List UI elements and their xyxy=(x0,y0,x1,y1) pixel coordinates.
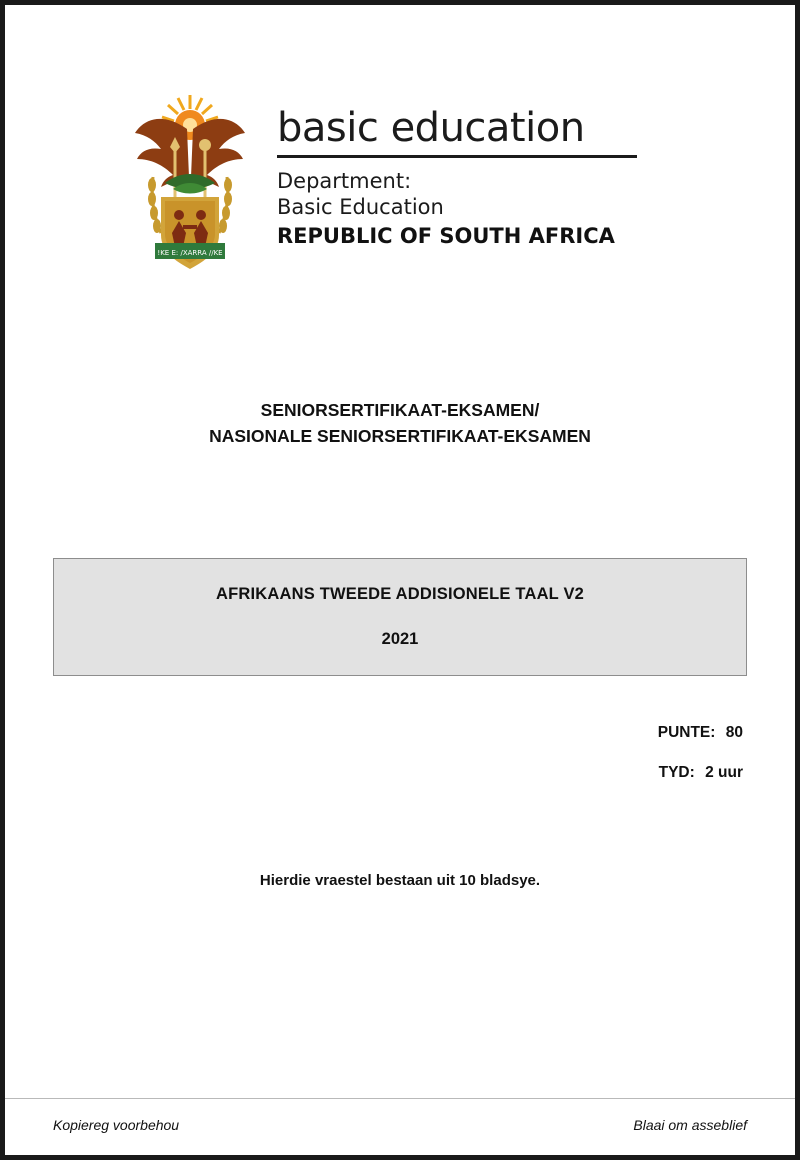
department-name: Basic Education xyxy=(277,195,444,220)
page-sheet xyxy=(5,5,795,1155)
footer-turnover: Blaai om asseblief xyxy=(633,1117,747,1133)
svg-text:!KE E: /XARRA //KE: !KE E: /XARRA //KE xyxy=(157,249,223,257)
exam-heading-line-1: SENIORSERTIFIKAAT-EKSAMEN/ xyxy=(260,400,540,420)
marks-value: 80 xyxy=(725,723,743,741)
time-row xyxy=(53,764,743,782)
subject-title: AFRIKAANS TWEEDE ADDISIONELE TAAL V2 xyxy=(215,584,585,603)
footer-divider xyxy=(5,1098,795,1099)
brand-title: basic education xyxy=(277,105,585,151)
country-name: REPUBLIC OF SOUTH AFRICA xyxy=(277,223,615,248)
subject-year: 2021 xyxy=(381,629,419,648)
page-footer xyxy=(53,1117,747,1133)
masthead xyxy=(53,5,747,285)
department-label: Department: xyxy=(277,169,412,193)
marks-row xyxy=(53,724,743,742)
exam-heading xyxy=(53,397,747,450)
department-block xyxy=(277,85,637,250)
exam-heading-line-2: NASIONALE SENIORSERTIFIKAAT-EKSAMEN xyxy=(209,426,591,447)
brand-underline xyxy=(277,155,637,158)
marks-label: PUNTE: xyxy=(657,723,716,741)
subject-box xyxy=(53,558,747,676)
pages-note: Hierdie vraestel bestaan uit 10 bladsye. xyxy=(259,871,541,889)
time-label: TYD: xyxy=(658,763,695,781)
footer-copyright: Kopiereg voorbehou xyxy=(53,1117,180,1133)
coat-of-arms-icon xyxy=(125,85,255,285)
exam-meta xyxy=(53,724,747,782)
time-value: 2 uur xyxy=(705,763,743,781)
